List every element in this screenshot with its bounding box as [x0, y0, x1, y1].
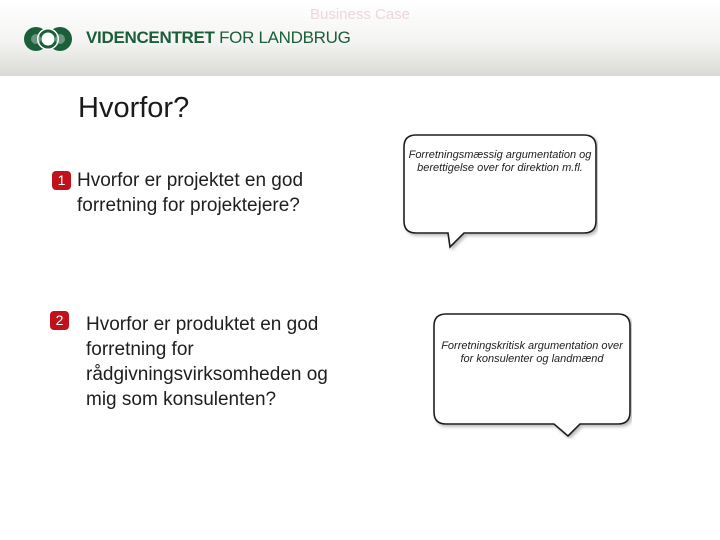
- question-1-text: Hvorfor er projektet en god forretning for projektejere?: [77, 170, 304, 216]
- question-2-text: Hvorfor er produktet en god forretning for rådgivningsvirksomheden og mig som konsulenten?: [86, 314, 328, 410]
- number-badge-1: 1: [52, 171, 71, 190]
- logo-wordmark-bold: VIDENCENTRET: [86, 28, 215, 47]
- speech-bubble-2-text: Forretningskritisk argumentation over for konsulenter og landmænd: [441, 340, 623, 365]
- presentation-title: Business Case: [309, 6, 411, 23]
- logo-emblem-icon: [23, 20, 73, 58]
- logo-wordmark-regular: FOR LANDBRUG: [214, 28, 351, 47]
- speech-bubble-1: [402, 133, 598, 252]
- slide-heading: Hvorfor?: [78, 92, 190, 124]
- number-badge-2: 2: [50, 311, 69, 330]
- speech-bubble-2-shape: [432, 312, 632, 439]
- speech-bubble-2: [432, 312, 632, 439]
- speech-bubble-1-text: Forretningsmæssig argumentation og berettigelse over for direktion m.fl.: [408, 149, 592, 174]
- logo-wordmark: [86, 28, 351, 48]
